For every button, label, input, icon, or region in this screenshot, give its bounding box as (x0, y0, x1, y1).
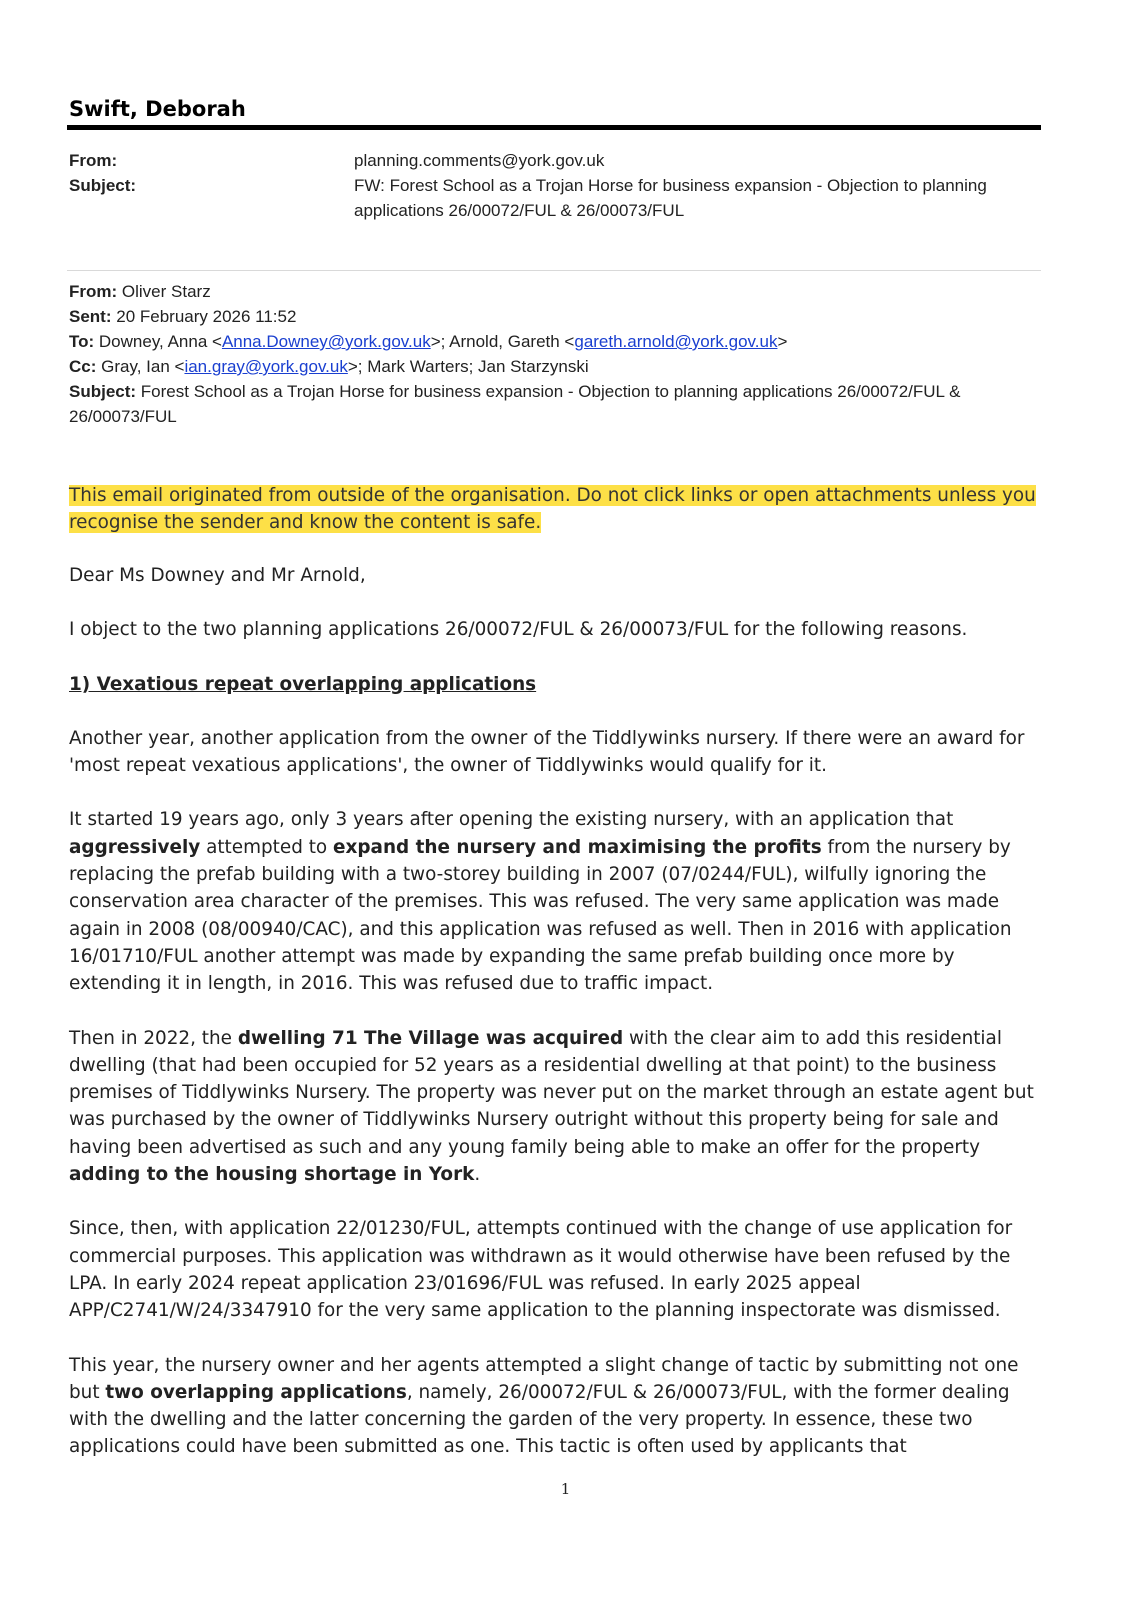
warning-text: This email originated from outside of the organisation. Do not click links or open attachments unless you recognise the sender and know the content is safe. (69, 485, 1036, 533)
p2-bold-2: expand the nursery and maximising the profits (333, 836, 822, 858)
p3-text-1: Then in 2022, the (69, 1027, 238, 1049)
paragraph-1: Another year, another application from the owner of the Tiddlywinks nursery. If there were an award for 'most repeat vexatious applications', the owner of Tiddlywinks would qualify for it. (69, 727, 1025, 777)
fwd-sent-value: 20 February 2026 11:52 (116, 307, 297, 326)
p2-text-2: attempted to (200, 836, 334, 858)
paragraph-4: Since, then, with application 22/01230/FUL, attempts continued with the change of use application for commercial purposes. This application was withdrawn as it would otherwise have been refused by the LPA. In early 2024 repeat application 23/01696/FUL was refused. In early 2025 appeal APP/C2741/W/24/3347910 for the very same application to the planning inspectorate was dismissed. (69, 1218, 1013, 1322)
header-rule (67, 125, 1041, 130)
outer-from-value: planning.comments@york.gov.uk (354, 151, 605, 170)
fwd-to-sep: >; Arnold, Gareth < (430, 332, 575, 351)
p3-bold-2: adding to the housing shortage in York (69, 1164, 475, 1186)
fwd-sent-row (69, 304, 1044, 329)
p2-bold-1: aggressively (69, 836, 201, 858)
email-link-gareth-arnold[interactable]: gareth.arnold@york.gov.uk (574, 332, 778, 351)
page-number: 1 (560, 1480, 571, 1498)
fwd-to-name-1: Downey, Anna < (98, 332, 222, 351)
fwd-sent-label: Sent: (69, 307, 112, 326)
fwd-from-row (69, 279, 1044, 304)
email-link-ian-gray[interactable]: ian.gray@york.gov.uk (184, 357, 348, 376)
outer-from-label: From: (69, 151, 118, 170)
p5-bold-1: two overlapping applications (105, 1381, 407, 1403)
fwd-from-value: Oliver Starz (121, 282, 211, 301)
p3-bold-1: dwelling 71 The Village was acquired (237, 1027, 624, 1049)
outer-subject-value: FW: Forest School as a Trojan Horse for business expansion - Objection to planning applications 26/00072/FUL & 26/00073/FUL (354, 176, 987, 220)
intro-paragraph: I object to the two planning applications 26/00072/FUL & 26/00073/FUL for the following reasons. (69, 619, 968, 641)
mailbox-owner-name: Swift, Deborah (69, 97, 246, 121)
email-body (69, 562, 1044, 1488)
separator-line (67, 270, 1041, 271)
fwd-subject-label: Subject: (69, 382, 137, 401)
p5-text-1: This year, the nursery owner and her agents attempted a slight change of tactic by submitting not one but (69, 1354, 1019, 1403)
p3-text-3: . (474, 1164, 481, 1186)
fwd-cc-rest: >; Mark Warters; Jan Starzynski (347, 357, 589, 376)
fwd-cc-name-1: Gray, Ian < (101, 357, 185, 376)
paragraph-2 (69, 806, 1044, 997)
forwarded-header (69, 279, 1044, 429)
fwd-to-row (69, 329, 1044, 354)
fwd-to-label: To: (69, 332, 95, 351)
p3-text-2: with the clear aim to add this residential dwelling (that had been occupied for 52 years as a residential dwelling at that point) to the business premises of Tiddlywinks Nursery. The property was never put on the market through an estate agent but was purchased by the owner of Tiddlywinks Nursery outright without this property being for sale and having been advertised as such and any young family being able to make an offer for the property (69, 1027, 1034, 1158)
outer-subject-label: Subject: (69, 176, 137, 195)
fwd-subject-value: Forest School as a Trojan Horse for business expansion - Objection to planning applications 26/00072/FUL & 26/00073/FUL (69, 382, 961, 426)
external-email-warning (69, 482, 1039, 536)
fwd-to-end: > (777, 332, 788, 351)
paragraph-3 (69, 1025, 1044, 1189)
fwd-cc-row (69, 354, 1044, 379)
p2-text-1: It started 19 years ago, only 3 years after opening the existing nursery, with an application that (69, 809, 954, 831)
section-heading: 1) Vexatious repeat overlapping applications (69, 673, 537, 695)
p5-text-2: , namely, 26/00072/FUL & 26/00073/FUL, with the former dealing with the dwelling and the latter concerning the garden of the very property. In essence, these two applications could have been submitted as one. This tactic is often used by applicants that (69, 1381, 1010, 1458)
fwd-cc-label: Cc: (69, 357, 97, 376)
salutation: Dear Ms Downey and Mr Arnold, (69, 565, 366, 586)
fwd-from-label: From: (69, 282, 118, 301)
fwd-subject-row (69, 379, 1044, 429)
p2-text-3: from the nursery by replacing the prefab building with a two-storey building in 2007 (07/0244/FUL), wilfully ignoring the conservation area character of the premises. This was refused. The very same application was made again in 2008 (08/00940/CAC), and this application was refused as well. Then in 2016 with application 16/01710/FUL another attempt was made by expanding the same prefab building once more by extending it in length, in 2016. This was refused due to traffic impact. (69, 836, 1012, 995)
email-link-anna-downey[interactable]: Anna.Downey@york.gov.uk (221, 332, 431, 351)
paragraph-5 (69, 1352, 1044, 1461)
